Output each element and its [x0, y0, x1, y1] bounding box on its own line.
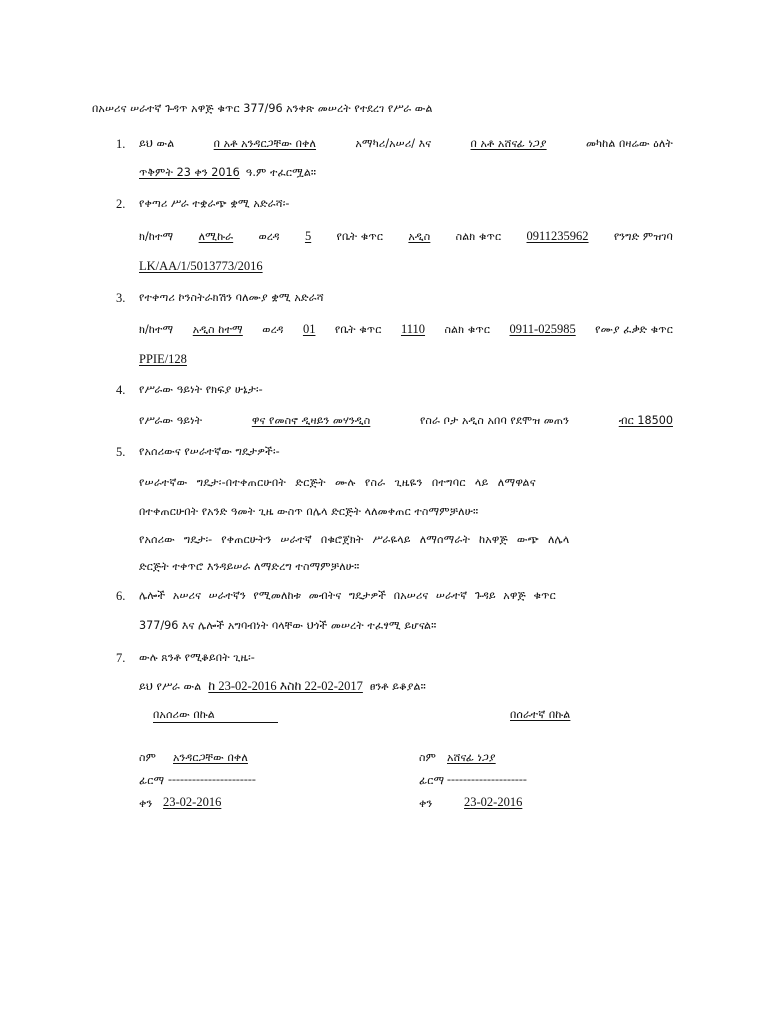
employee-date-label: ቀን: [419, 797, 433, 810]
section-5-heading: የአሰሪውና የሠራተኛው ግዴታዎች፡-: [139, 445, 280, 458]
employer-duty-line-1: የአሰሪው ግዴታ፡- የቀጠርሁትን ሠራተኛ በቁሮጀክት ሥራዬላይ ለማሰማራት ከአዋጅ ውጭ ለሌላ: [139, 533, 570, 546]
employer-duty-line-2: ድርጅት ተቀጥሮ እንዳይሠራ ለማድረግ ተስማምቻለሁ።: [139, 560, 360, 573]
employer-address-line: ክ/ከተማ ለሚኩራ ወረዳ 5 የቤት ቁጥር አዲስ ስልክ ቁጥር 0911235962 የንግድ ምዝገባ: [139, 229, 673, 243]
section-1-number: 1.: [116, 137, 126, 151]
section-3-number: 3.: [116, 291, 126, 305]
employer-registration: LK/AA/1/5013773/2016: [139, 259, 263, 273]
job-salary-line: የሥራው ዓይነት ዋና የመስኖ ዲዛይን መሃንዲስ የስራ ቦታ አዲስ አበባ የደሞዝ መጠን ብር 18500: [139, 414, 673, 427]
employee-city: አዲስ ከተማ: [192, 323, 243, 336]
validity-line: ይህ የሥራ ውል ከ 23-02-2016 እስከ 22-02-2017 ፀንቶ ይቆያል።: [139, 679, 426, 693]
employee-name: አሸናፊ ነጋያ: [447, 751, 496, 764]
employer-house: አዲስ: [408, 230, 431, 243]
section-7-heading: ውሉ ጸንቶ የሚቆይበት ጊዜ፡-: [139, 651, 255, 664]
section-1-line-2: ጥቅምት 23 ቀን 2016 ዓ.ም ተፈርሟል።: [139, 166, 317, 179]
employer-phone: 0911235962: [526, 229, 589, 243]
section-4-number: 4.: [116, 383, 126, 397]
employee-house: 1110: [400, 322, 426, 336]
employee-woreda: 01: [302, 322, 316, 336]
employer-date: 23-02-2016: [163, 795, 222, 809]
employee-party: በ አቶ አሸናፊ ነጋያ: [470, 137, 547, 150]
employee-signature-heading: በሰራተኛ በኩል: [510, 708, 571, 721]
section-1-line-1: ይህ ውል በ አቶ አንዳርጋቸው በቀለ አማካሪ/አሠሪ/ እና በ አቶ አሸናፊ ነጋያ መካከል በዛሬው ዕለት: [139, 137, 673, 150]
employer-city: ለሚኩራ: [198, 230, 234, 243]
employee-sign-label: ፊርማ: [419, 774, 445, 787]
employee-duty-line-2: በተቀጠርሁበት የአንድ ዓመት ጊዜ ውስጥ በሌላ ድርጅት ላለመቀጠር ተስማምቻለሁ።: [139, 505, 479, 518]
section-5-number: 5.: [116, 445, 126, 459]
section-4-heading: የሥራው ዓይነት የክፍያ ሁኔታ፡-: [139, 383, 263, 396]
employee-phone: 0911-025985: [509, 322, 576, 336]
section-6-line-1: ሌሎች አሠሪና ሠራተኛን የሚመለከቱ መብትና ግዴታዎች በአሠሪና ሠራተኛ ጉዳይ አዋጅ ቁጥር: [139, 589, 556, 602]
employer-name: አንዳርጋቸው በቀለ: [173, 751, 248, 764]
employee-sign-line: --------------------: [447, 772, 527, 786]
section-3-heading: የተቀጣሪ ኮንስትራክሽን ባለሙያ ቋሚ አድራሻ: [139, 291, 324, 304]
employee-duty-line-1: የሠራተኛው ግዴታ፡-በተቀጠርሁበት ድርጅት ሙሉ የስራ ጊዜዬን በተግባር ላይ ለማዋልና: [139, 476, 536, 489]
document-title: በአሠሪና ሠራተኛ ጉዳጥ አዋጅ ቁጥር 377/96 አንቀጽ መሠረት የተደረገ የሥራ ውል: [92, 102, 433, 115]
employer-signature-heading: በአሰሪው በኩል: [153, 708, 278, 723]
employer-party: በ አቶ አንዳርጋቸው በቀለ: [213, 137, 317, 150]
employee-name-label: ስም: [419, 751, 437, 764]
employer-woreda: 5: [304, 229, 312, 243]
employer-name-label: ስም: [139, 751, 157, 764]
employer-sign-line: ----------------------: [168, 772, 256, 786]
employee-address-line: ክ/ከተማ አዲስ ከተማ ወረዳ 01 የቤት ቁጥር 1110 ስልክ ቁጥር 0911-025985 የሙያ ፈቃድ ቁጥር: [139, 322, 673, 336]
section-2-heading: የቀጣሪ ሥራ ተቋራጭ ቋሚ አድራሻ፡-: [139, 197, 290, 210]
section-6-number: 6.: [116, 589, 126, 603]
contract-date: ጥቅምት 23 ቀን 2016: [139, 166, 240, 179]
employer-date-label: ቀን: [139, 797, 153, 810]
section-7-number: 7.: [116, 651, 126, 665]
employer-sign-label: ፊርማ: [139, 774, 165, 787]
section-6-line-2: 377/96 እና ሌሎች አግባብነት ባላቸው ህጎች መሠረት ተፈፃሚ ይሆናል።: [139, 619, 437, 632]
employee-date: 23-02-2016: [464, 795, 523, 809]
validity-period: ከ 23-02-2016 እስከ 22-02-2017: [208, 679, 363, 693]
job-title: ዋና የመስኖ ዲዛይን መሃንዲስ: [251, 414, 371, 427]
section-2-number: 2.: [116, 197, 126, 211]
salary-amount: ብር 18500: [618, 414, 673, 427]
professional-permit: PPIE/128: [139, 352, 187, 366]
